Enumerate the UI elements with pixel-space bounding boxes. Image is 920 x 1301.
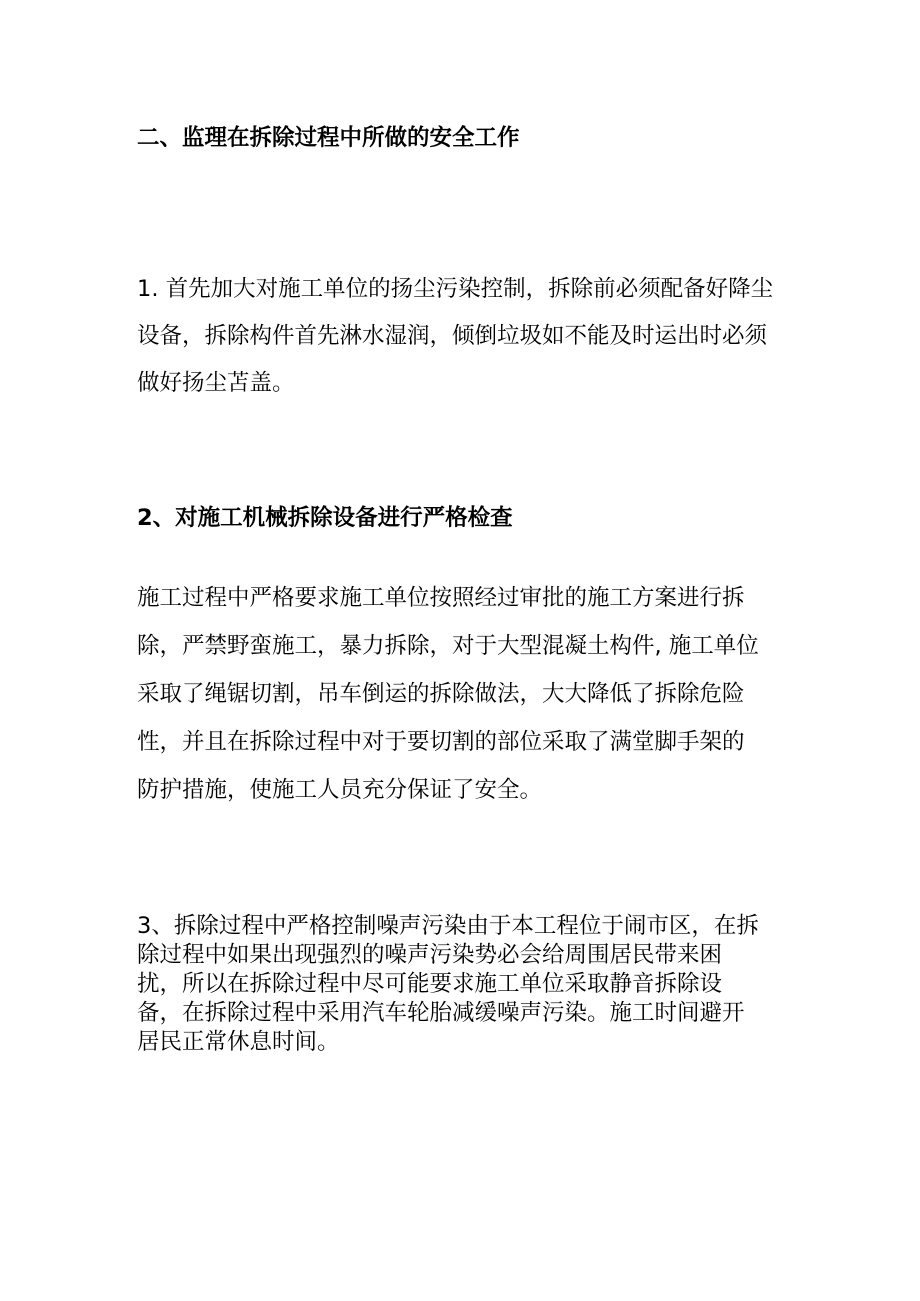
section-title-text: 二、监理在拆除过程中所做的安全工作: [137, 125, 520, 151]
item1-line: 设备，拆除构件首先淋水湿润，倾倒垃圾如不能及时运出时必须: [137, 323, 768, 349]
item2-paragraph: [137, 574, 759, 814]
item2-heading-text: 2、对施工机械拆除设备进行严格检查: [137, 505, 513, 531]
section-title: [137, 123, 520, 153]
item2-heading: [137, 503, 513, 533]
item2-line: 防护措施，使施工人员充分保证了安全。: [137, 777, 543, 803]
item3-paragraph: [137, 912, 759, 1057]
item3-line: 3、拆除过程中严格控制噪声污染由于本工程位于闹市区，在拆: [137, 913, 759, 939]
item1-paragraph: [137, 266, 773, 407]
item2-line: 采取了绳锯切割，吊车倒运的拆除做法，大大降低了拆除危险: [137, 681, 745, 707]
item3-line: 除过程中如果出现强烈的噪声污染势必会给周围居民带来困: [137, 942, 723, 968]
item1-line: 做好扬尘苫盖。: [137, 370, 295, 396]
item3-line: 扰，所以在拆除过程中尽可能要求施工单位采取静音拆除设: [137, 971, 723, 997]
item2-line: 除，严禁野蛮施工，暴力拆除，对于大型混凝土构件, 施工单位: [137, 633, 759, 659]
item1-line: 1. 首先加大对施工单位的扬尘污染控制，拆除前必须配备好降尘: [137, 276, 774, 302]
item3-line: 备，在拆除过程中采用汽车轮胎减缓噪声污染。施工时间避开: [137, 1000, 745, 1026]
item2-line: 性，并且在拆除过程中对于要切割的部位采取了满堂脚手架的: [137, 729, 745, 755]
item2-line: 施工过程中严格要求施工单位按照经过审批的施工方案进行拆: [137, 585, 745, 611]
item3-line: 居民正常休息时间。: [137, 1029, 340, 1055]
